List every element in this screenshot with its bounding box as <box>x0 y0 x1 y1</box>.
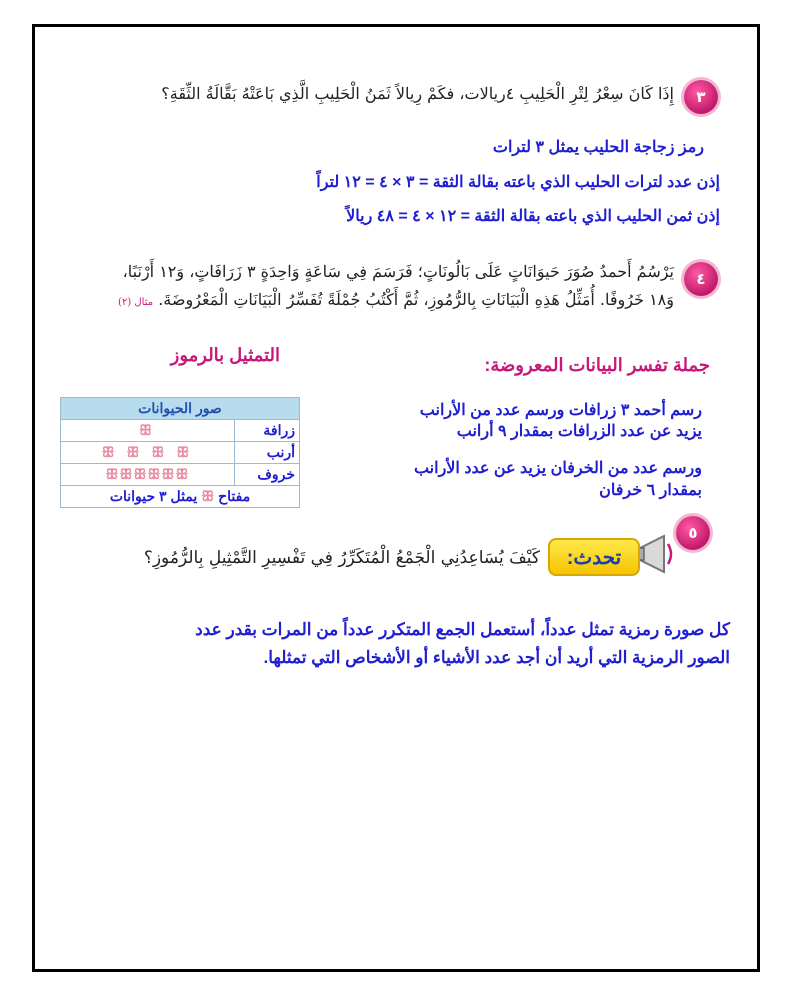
q3-answer-line2: إذن عدد لترات الحليب الذي باعته بقالة الثقة = ٣ × ٤ = ١٢ لتراً <box>316 174 720 191</box>
talk-label: تحدث: <box>548 538 640 576</box>
q4-number: ٤ <box>696 270 706 288</box>
q5-number: ٥ <box>688 524 698 542</box>
sentence1-line2: يزيد عن عدد الزرافات بمقدار ٩ أرانب <box>456 423 702 440</box>
sentence2-line2: بمقدار ٦ خرفان <box>599 482 702 499</box>
table-row <box>61 442 300 464</box>
paw-icon: ꕥ <box>201 488 215 504</box>
pictograph-heading: التمثيل بالرموز <box>170 345 280 365</box>
pictograph-key-row <box>61 486 300 508</box>
key-text: يمثل ٣ حيوانات <box>109 488 198 504</box>
paw-icon-row-sheep: ꕥꕥꕥꕥꕥꕥ <box>61 464 235 486</box>
key-label: مفتاح <box>218 488 251 504</box>
pictograph-table <box>60 397 300 508</box>
row-label-giraffe: زرافة <box>235 420 300 442</box>
row-label-sheep: خروف <box>235 464 300 486</box>
q5-answer-line2: الصور الرمزية التي أريد أن أجد عدد الأشياء أو الأشخاص التي تمثلها. <box>263 648 730 667</box>
q4-question-line2-text: وَ١٨ خَرُوفًا. أُمَثِّلُ هَذِهِ الْبَيَانَاتِ بِالرُّمُوزِ، ثُمَّ أَكْتُبُ جُمْلَةً تُفَسِّرُ الْبَيَانَاتِ الْمَعْرُوضَةَ. <box>158 290 674 309</box>
q3-question: إِذَا كَانَ سِعْرُ لِتْرِ الْحَلِيبِ ٤ريالات، فكَمْ رِيالاً ثَمَنُ الْحَلِيبِ الَّذِي بَاعَتْهُ بَقَّالَةُ الثِّقَةِ؟ <box>161 84 674 103</box>
q5-answer-line1: كل صورة رمزية تمثل عدداً، أستعمل الجمع المتكرر عدداً من المرات بقدر عدد <box>195 620 730 639</box>
paw-icon-row-rabbit: ꕥ ꕥ ꕥ ꕥ <box>61 442 235 464</box>
pictograph-key <box>61 486 300 508</box>
sentence1-line1: رسم أحمد ٣ زرافات ورسم عدد من الأرانب <box>419 402 702 419</box>
q3-number: ٣ <box>696 88 706 106</box>
q3-answer-line1: رمز زجاجة الحليب يمثل ٣ لترات <box>492 139 704 156</box>
pictograph-title-row <box>61 398 300 420</box>
q3-answer-line3: إذن ثمن الحليب الذي باعته بقالة الثقة = ١٢ × ٤ = ٤٨ ريالاً <box>346 208 720 225</box>
paw-icon-row-giraffe: ꕥ <box>61 420 235 442</box>
pictograph-title: صور الحيوانات <box>61 398 300 420</box>
q4-question-line1: يَرْسُمُ أَحمدُ صُوَرَ حَيوَانَاتٍ عَلَى بَالُونَاتٍ؛ فَرَسَمَ فِي سَاعَةٍ وَاحِدَةٍ ٣ زَرَافَاتٍ، وَ١٢ أَرْنَبًا، <box>122 262 674 281</box>
table-row <box>61 464 300 486</box>
example-reference: مثال (٢) <box>118 297 154 308</box>
row-label-rabbit: أرنب <box>235 442 300 464</box>
megaphone-icon <box>634 530 678 578</box>
sentence2-line1: ورسم عدد من الخرفان يزيد عن عدد الأرانب <box>413 460 702 477</box>
sentence-heading: جملة تفسر البيانات المعروضة: <box>484 355 710 375</box>
q3-number-badge <box>684 80 718 114</box>
q4-number-badge <box>684 262 718 296</box>
q5-number-badge <box>676 516 710 550</box>
q5-question: كَيْفَ يُسَاعِدُنِي الْجَمْعُ الْمُتَكَرِّرُ فِي تَفْسِيرِ التَّمْثِيلِ بِالرُّمُوزِ؟ <box>143 548 540 568</box>
table-row <box>61 420 300 442</box>
q4-question-line2 <box>60 290 674 309</box>
